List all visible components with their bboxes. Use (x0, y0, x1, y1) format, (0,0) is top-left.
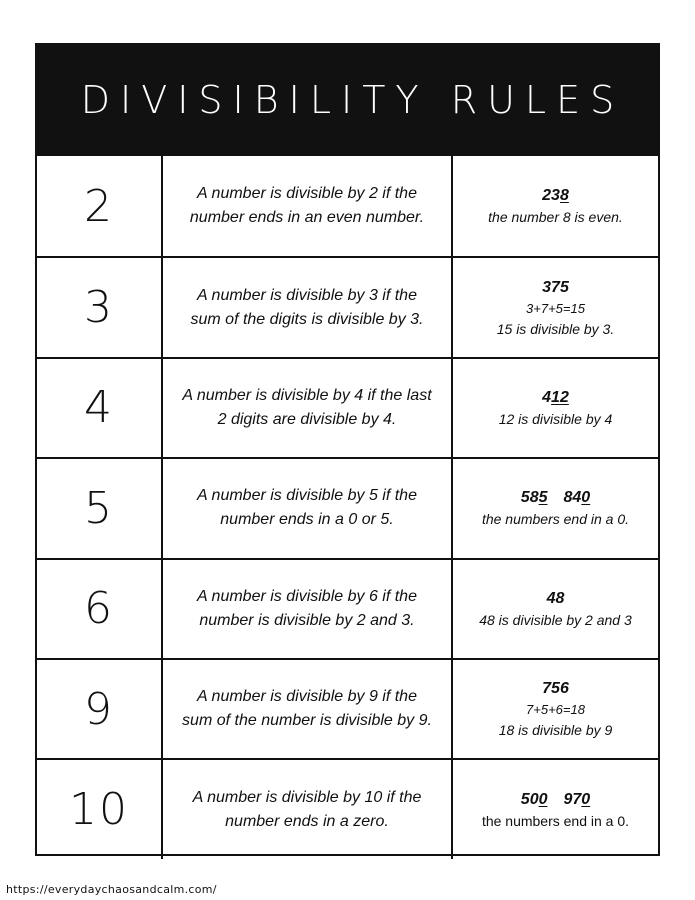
divisor-cell (37, 560, 163, 658)
divisor-number: 3 (84, 282, 114, 334)
rule-cell (163, 258, 453, 356)
example-digit: 84 (563, 489, 582, 507)
rule-row-5 (37, 457, 658, 557)
rules-table (37, 156, 658, 859)
rule-row-9 (37, 658, 658, 758)
example-explanation: 12 is divisible by 4 (498, 410, 613, 427)
example-digit-underlined: 0 (581, 790, 591, 808)
page-title: DIVISIBILITY RULES (80, 77, 625, 122)
rule-line: A number is divisible by 3 if the (197, 286, 417, 304)
divisor-number: 4 (84, 382, 114, 434)
rule-cell (163, 459, 453, 557)
example-cell (453, 560, 658, 658)
example-explanation: 48 is divisible by 2 and 3 (479, 611, 632, 628)
rule-line: A number is divisible by 10 if the (192, 788, 422, 806)
rule-row-3 (37, 256, 658, 356)
example-explanation: the number 8 is even. (488, 209, 623, 226)
footer-url: https://everydaychaosandcalm.com/ (6, 883, 217, 896)
example-number (542, 277, 569, 299)
divisor-number: 6 (84, 583, 114, 635)
rule-row-4 (37, 357, 658, 457)
divisor-cell (37, 258, 163, 356)
example-cell (453, 459, 658, 557)
divisor-number: 5 (84, 482, 114, 534)
divisor-cell (37, 156, 163, 256)
rule-line: number ends in a zero. (225, 812, 389, 830)
example-cell (453, 156, 658, 256)
divisor-number: 2 (84, 180, 114, 232)
rule-row-2 (37, 156, 658, 256)
divisor-number: 9 (84, 683, 114, 735)
example-explanation: the numbers end in a 0. (481, 511, 630, 528)
rule-line: A number is divisible by 9 if the (197, 688, 417, 706)
example-digit: 50 (520, 790, 539, 808)
example-digit-underlined: 0 (538, 790, 548, 808)
rule-row-6 (37, 558, 658, 658)
divisibility-rules-sheet (35, 43, 660, 856)
divisor-cell (37, 359, 163, 457)
example-number (547, 588, 565, 610)
rule-text (191, 284, 424, 332)
divisor-number: 10 (69, 784, 129, 836)
rule-cell (163, 359, 453, 457)
rule-line: A number is divisible by 5 if the (197, 487, 417, 505)
example-digit-underlined: 12 (551, 388, 569, 406)
example-digit: 97 (563, 790, 582, 808)
rule-cell (163, 660, 453, 758)
rule-line: sum of the digits is divisible by 3. (190, 310, 424, 328)
rule-text (193, 786, 422, 834)
divisor-cell (37, 660, 163, 758)
example-digit: 756 (542, 680, 569, 698)
example-cell (453, 660, 658, 758)
divisor-cell (37, 760, 163, 858)
example-number (542, 185, 569, 207)
rule-text (190, 182, 424, 230)
example-digit: 375 (542, 278, 569, 296)
rule-cell (163, 760, 453, 858)
example-explanation: 15 is divisible by 3. (496, 320, 615, 337)
example-explanation: 3+7+5=15 (526, 300, 585, 316)
example-number (542, 387, 569, 409)
example-number (542, 678, 569, 700)
example-cell (453, 760, 658, 858)
rule-cell (163, 560, 453, 658)
example-digit: 4 (542, 388, 552, 406)
rule-row-10 (37, 758, 658, 858)
rule-line: A number is divisible by 4 if the last (182, 386, 432, 404)
rule-line: number ends in an even number. (189, 209, 425, 227)
rule-line: A number is divisible by 2 if the (197, 185, 417, 203)
example-digit-underlined: 8 (559, 187, 569, 205)
rule-text (182, 384, 431, 432)
rule-line: sum of the number is divisible by 9. (182, 712, 432, 730)
rule-text (182, 685, 432, 733)
example-number (521, 487, 590, 509)
rule-line: 2 digits are divisible by 4. (217, 410, 397, 428)
example-digit: 48 (546, 589, 565, 607)
divisor-cell (37, 459, 163, 557)
title-banner (37, 45, 658, 156)
example-digit-underlined: 5 (538, 489, 548, 507)
example-explanation: 7+5+6=18 (526, 702, 585, 718)
rule-text (197, 484, 417, 532)
example-explanation: the numbers end in a 0. (481, 812, 630, 829)
example-digit: 23 (542, 187, 560, 205)
rule-line: number is divisible by 2 and 3. (199, 611, 415, 629)
rule-text (197, 585, 417, 633)
rule-line: number ends in a 0 or 5. (220, 511, 394, 529)
example-digit-underlined: 0 (581, 489, 591, 507)
example-cell (453, 359, 658, 457)
rule-line: A number is divisible by 6 if the (197, 587, 417, 605)
rule-cell (163, 156, 453, 256)
example-digit: 58 (520, 489, 539, 507)
example-number (521, 789, 590, 811)
example-explanation: 18 is divisible by 9 (498, 722, 613, 739)
example-cell (453, 258, 658, 356)
